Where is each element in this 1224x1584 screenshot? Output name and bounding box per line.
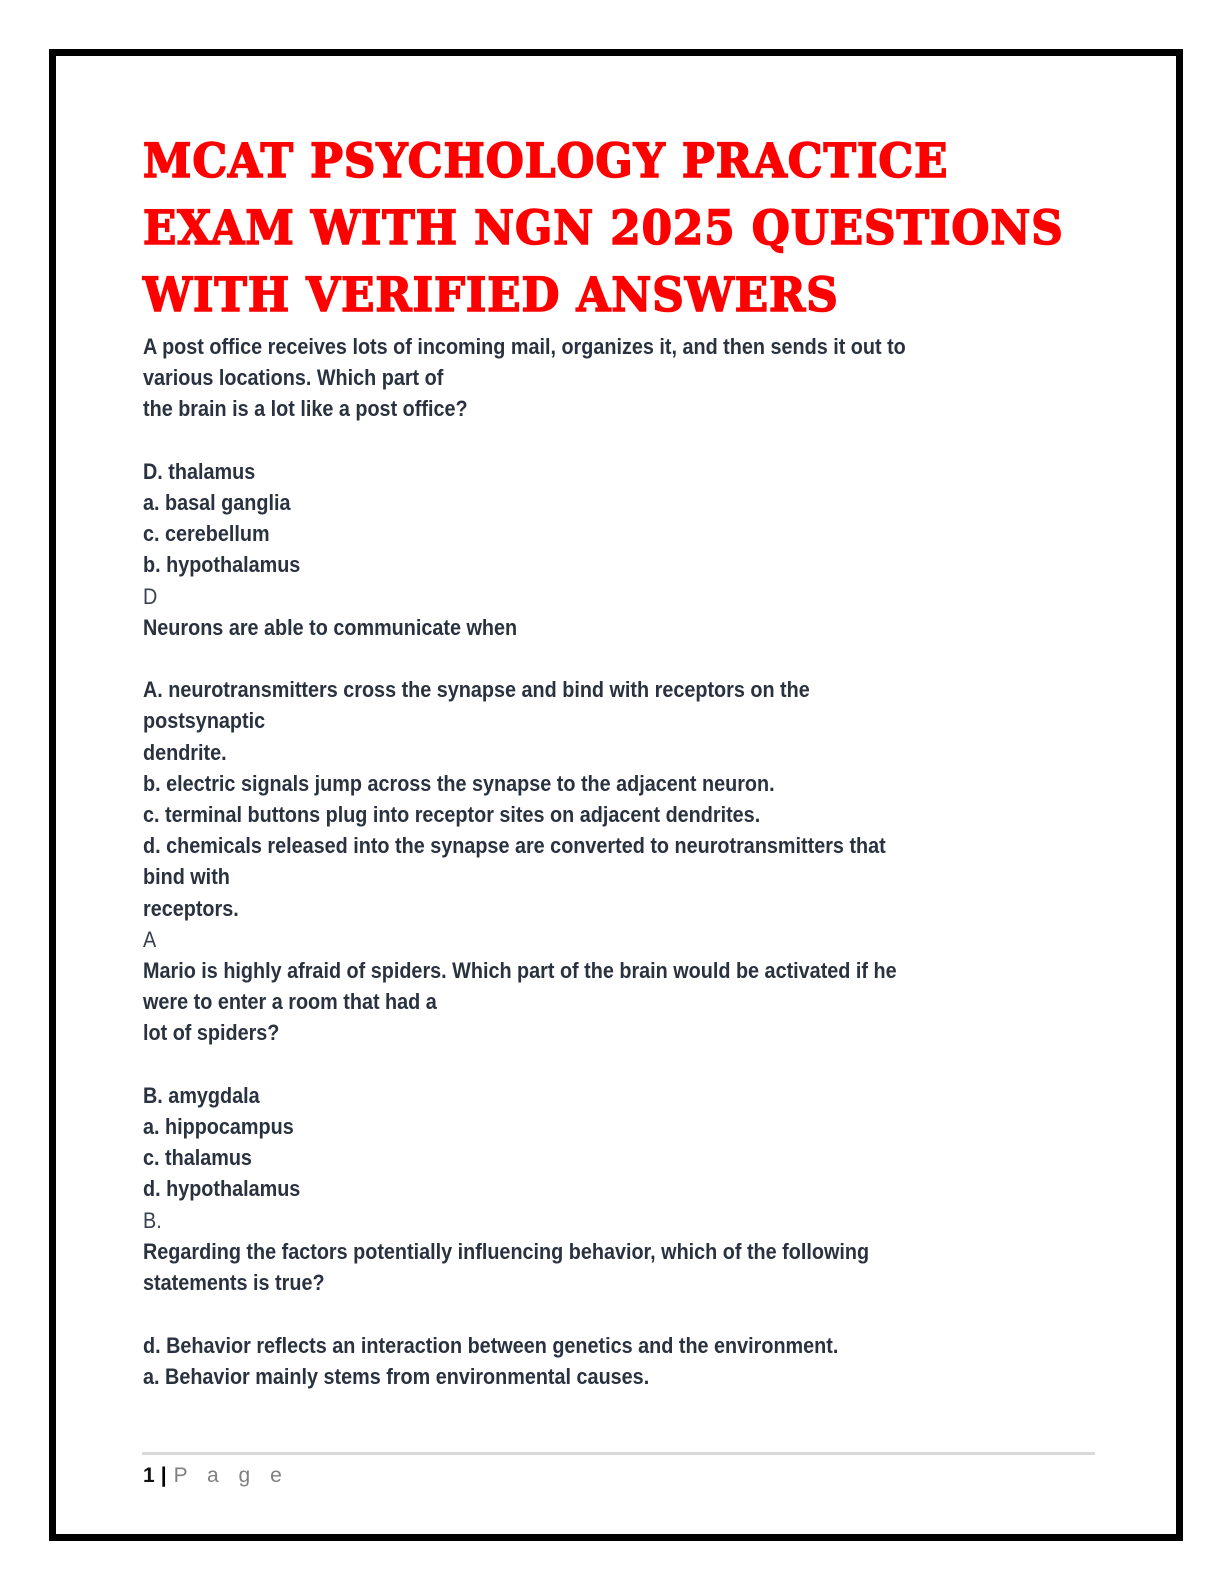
text-line: Regarding the factors potentially influencing behavior, which of the following [143,1238,870,1264]
text-line: D. thalamus [143,458,256,484]
footer [143,1462,289,1490]
footer-rule [142,1452,1095,1455]
text-line: a. basal ganglia [143,490,291,516]
text-line: d. chemicals released into the synapse are converted to neurotransmitters that [143,833,886,859]
text-line [143,1049,1169,1080]
text-line: statements is true? [143,1270,325,1296]
title-line: WITH VERIFIED ANSWERS [143,268,839,323]
text-line [143,425,1169,456]
text-line: Neurons are able to communicate when [143,614,518,640]
text-line: c. cerebellum [143,521,270,547]
document-body [143,331,1169,1392]
text-line: receptors. [143,895,239,921]
text-line: b. electric signals jump across the synapse to the adjacent neuron. [143,770,775,796]
text-line: c. terminal buttons plug into receptor sites on adjacent dendrites. [143,802,761,828]
text-line: A [143,926,157,952]
footer-page-label: P a g e [173,1464,289,1487]
text-line: d. hypothalamus [143,1176,301,1202]
text-line: d. Behavior reflects an interaction between genetics and the environment. [143,1332,839,1358]
text-line [143,643,1169,674]
text-line: a. Behavior mainly stems from environmental causes. [143,1363,650,1389]
text-line: b. hypothalamus [143,552,301,578]
text-line: A post office receives lots of incoming mail, organizes it, and then sends it out to [143,334,906,359]
text-line: D [143,583,158,609]
text-line: the brain is a lot like a post office? [143,396,468,422]
text-line: lot of spiders? [143,1020,280,1046]
text-line: were to enter a room that had a [143,989,437,1015]
text-line: B. amygdala [143,1082,260,1108]
text-line: dendrite. [143,739,227,765]
text-line: postsynaptic [143,708,266,734]
text-line: c. thalamus [143,1145,252,1171]
text-line: A. neurotransmitters cross the synapse and bind with receptors on the [143,677,810,703]
document-title [143,128,1073,329]
title-line: EXAM WITH NGN 2025 QUESTIONS [143,201,1064,256]
text-line: various locations. Which part of [143,365,444,391]
page-number: 1 [143,1464,155,1487]
footer-separator: | [160,1464,167,1487]
title-line: MCAT PSYCHOLOGY PRACTICE [143,134,949,189]
text-line: bind with [143,864,230,890]
text-line [143,1298,1169,1329]
text-line: B. [143,1207,162,1233]
text-line: a. hippocampus [143,1114,294,1140]
text-line: Mario is highly afraid of spiders. Which part of the brain would be activated if he [143,958,897,984]
